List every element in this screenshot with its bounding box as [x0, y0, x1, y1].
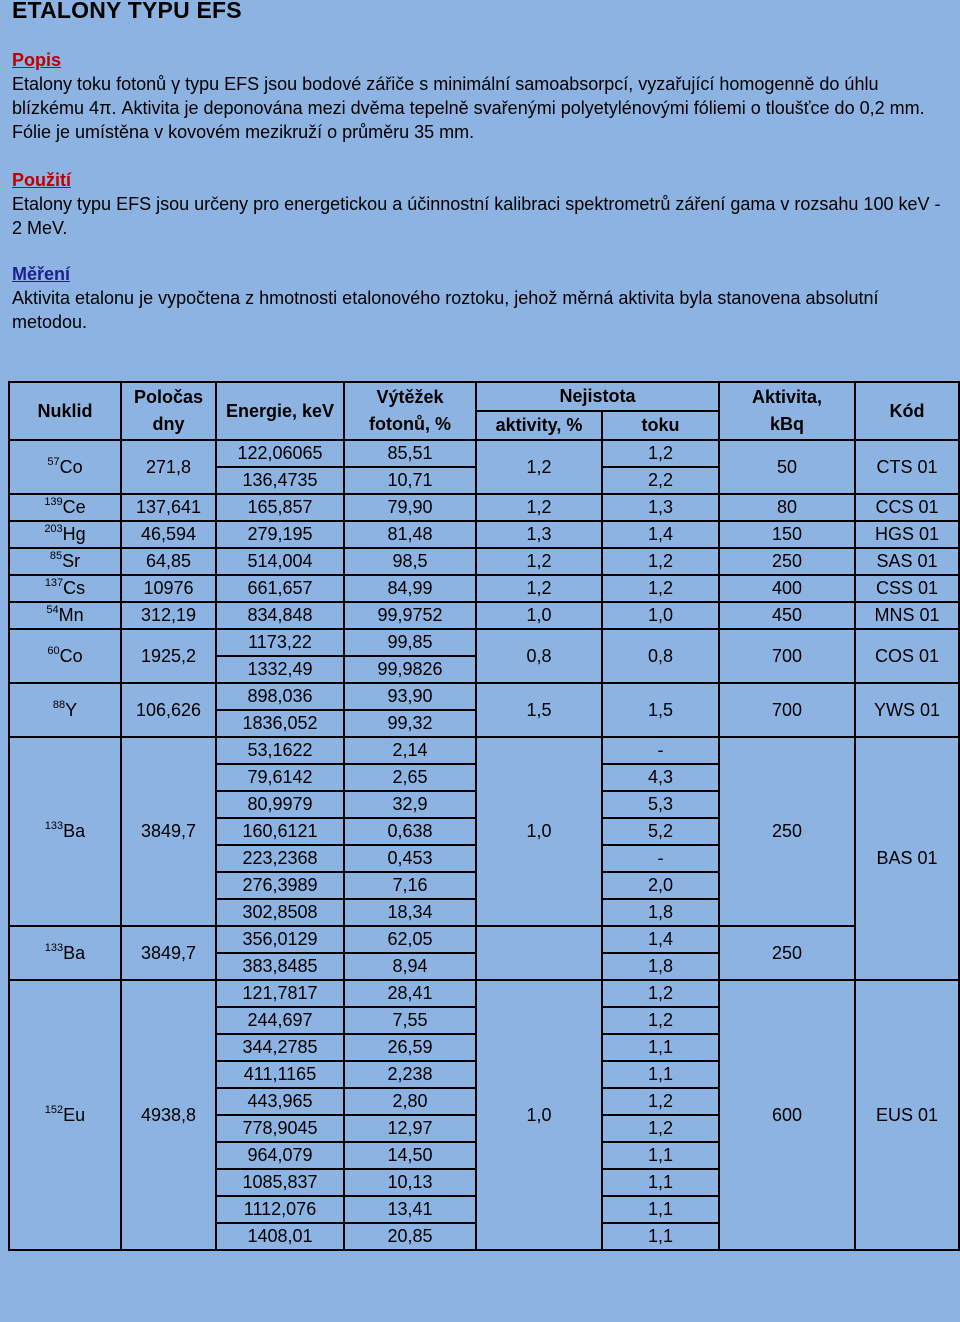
yield-cell: 28,41 — [344, 980, 476, 1007]
header-nejistota-aktivity: aktivity, % — [476, 411, 602, 440]
energy-cell: 276,3989 — [216, 872, 344, 899]
halflife-cell: 1925,2 — [121, 629, 216, 683]
flux-uncertainty-cell: 1,1 — [602, 1223, 719, 1250]
header-kod: Kód — [855, 382, 959, 440]
energy-cell: 80,9979 — [216, 791, 344, 818]
activity-cell: 80 — [719, 494, 855, 521]
activity-uncertainty-cell: 0,8 — [476, 629, 602, 683]
activity-cell: 150 — [719, 521, 855, 548]
element-symbol: Hg — [62, 524, 86, 544]
halflife-cell: 271,8 — [121, 440, 216, 494]
flux-uncertainty-cell: 1,5 — [602, 683, 719, 737]
yield-cell: 99,9752 — [344, 602, 476, 629]
table-row — [9, 548, 959, 575]
energy-cell: 279,195 — [216, 521, 344, 548]
flux-uncertainty-cell: 1,0 — [602, 602, 719, 629]
header-nejistota: Nejistota — [476, 382, 719, 411]
mass-number: 139 — [44, 496, 63, 508]
energy-cell: 661,657 — [216, 575, 344, 602]
section-text-popis: Etalony toku fotonů γ typu EFS jsou bodové zářiče s minimální samoabsorpcí, vyzařující homogenně do úhlu blízkému 4π. Aktivita je deponována mezi dvěma tepelně svařenými polyetylénovými fóliemi o tloušťce do 0,2 mm. Fólie je umístěna v kovovém mezikruží o průměru 35 mm. — [12, 74, 925, 142]
yield-cell: 99,85 — [344, 629, 476, 656]
mass-number: 152 — [44, 1103, 64, 1116]
energy-cell: 1085,837 — [216, 1169, 344, 1196]
mass-number: 85 — [49, 550, 63, 562]
yield-cell: 98,5 — [344, 548, 476, 575]
activity-uncertainty-cell: 1,0 — [476, 980, 602, 1250]
flux-uncertainty-cell: 1,2 — [602, 1007, 719, 1034]
activity-uncertainty-cell: 1,2 — [476, 575, 602, 602]
header-aktivita — [719, 382, 855, 440]
energy-cell: 1112,076 — [216, 1196, 344, 1223]
yield-cell: 0,453 — [344, 845, 476, 872]
nuclide-cell — [9, 548, 121, 575]
yield-cell: 2,65 — [344, 764, 476, 791]
element-symbol: Eu — [63, 1104, 86, 1125]
element-symbol: Sr — [62, 551, 81, 571]
halflife-cell: 3849,7 — [121, 737, 216, 926]
element-symbol: Co — [59, 456, 83, 477]
table-row — [9, 440, 959, 467]
code-cell: HGS 01 — [855, 521, 959, 548]
code-cell: SAS 01 — [855, 548, 959, 575]
halflife-cell: 46,594 — [121, 521, 216, 548]
section-popis — [12, 48, 952, 144]
activity-uncertainty-cell: 1,0 — [476, 602, 602, 629]
energy-cell: 778,9045 — [216, 1115, 344, 1142]
yield-cell: 32,9 — [344, 791, 476, 818]
flux-uncertainty-cell: 1,1 — [602, 1142, 719, 1169]
yield-cell: 79,90 — [344, 494, 476, 521]
yield-cell: 7,16 — [344, 872, 476, 899]
mass-number: 133 — [44, 820, 64, 832]
flux-uncertainty-cell: 1,2 — [602, 980, 719, 1007]
header-vytezek-label: Výtěžek — [376, 387, 444, 407]
nuclide-cell — [9, 575, 121, 602]
nuclide-cell — [9, 683, 121, 737]
energy-cell: 244,697 — [216, 1007, 344, 1034]
element-symbol: Y — [65, 699, 78, 720]
mass-number: 133 — [44, 941, 64, 954]
energy-cell: 1408,01 — [216, 1223, 344, 1250]
activity-cell: 600 — [719, 980, 855, 1250]
energy-cell: 122,06065 — [216, 440, 344, 467]
header-polocas — [121, 382, 216, 440]
activity-cell: 250 — [719, 737, 855, 926]
yield-cell: 2,80 — [344, 1088, 476, 1115]
yield-cell: 10,13 — [344, 1169, 476, 1196]
yield-cell: 13,41 — [344, 1196, 476, 1223]
nuclide-cell — [9, 737, 121, 926]
flux-uncertainty-cell: - — [602, 845, 719, 872]
nuclide-cell — [9, 521, 121, 548]
table-row — [9, 683, 959, 710]
flux-uncertainty-cell: 1,8 — [602, 953, 719, 980]
element-symbol: Ce — [62, 497, 86, 517]
yield-cell: 26,59 — [344, 1034, 476, 1061]
halflife-cell: 137,641 — [121, 494, 216, 521]
code-cell: COS 01 — [855, 629, 959, 683]
mass-number: 54 — [46, 604, 59, 616]
table-row — [9, 521, 959, 548]
code-cell: CTS 01 — [855, 440, 959, 494]
flux-uncertainty-cell: 1,1 — [602, 1061, 719, 1088]
section-heading-pouziti: Použití — [12, 170, 71, 190]
flux-uncertainty-cell: 1,4 — [602, 521, 719, 548]
energy-cell: 1173,22 — [216, 629, 344, 656]
section-text-pouziti: Etalony typu EFS jsou určeny pro energetickou a účinnostní kalibraci spektrometrů záření gama v rozsahu 100 keV - 2 MeV. — [12, 194, 941, 238]
flux-uncertainty-cell: - — [602, 737, 719, 764]
mass-number: 137 — [44, 577, 64, 589]
activity-cell: 700 — [719, 683, 855, 737]
yield-cell: 14,50 — [344, 1142, 476, 1169]
header-nejistota-toku: toku — [602, 411, 719, 440]
element-symbol: Ba — [63, 821, 86, 841]
halflife-cell: 64,85 — [121, 548, 216, 575]
table-row — [9, 602, 959, 629]
header-vytezek — [344, 382, 476, 440]
flux-uncertainty-cell: 5,3 — [602, 791, 719, 818]
code-cell: MNS 01 — [855, 602, 959, 629]
table-row — [9, 494, 959, 521]
nuclide-cell — [9, 602, 121, 629]
halflife-cell: 3849,7 — [121, 926, 216, 980]
yield-cell: 2,238 — [344, 1061, 476, 1088]
flux-uncertainty-cell: 1,4 — [602, 926, 719, 953]
energy-cell: 344,2785 — [216, 1034, 344, 1061]
header-polocas-unit: dny — [152, 414, 185, 434]
flux-uncertainty-cell: 0,8 — [602, 629, 719, 683]
section-pouziti — [12, 168, 952, 240]
flux-uncertainty-cell: 5,2 — [602, 818, 719, 845]
flux-uncertainty-cell: 1,2 — [602, 1115, 719, 1142]
activity-uncertainty-cell: 1,3 — [476, 521, 602, 548]
element-symbol: Ba — [63, 942, 86, 963]
energy-cell: 411,1165 — [216, 1061, 344, 1088]
code-cell: BAS 01 — [855, 737, 959, 980]
activity-cell: 450 — [719, 602, 855, 629]
halflife-cell: 10976 — [121, 575, 216, 602]
code-cell: YWS 01 — [855, 683, 959, 737]
nuclide-cell — [9, 980, 121, 1250]
mass-number: 60 — [47, 644, 60, 657]
flux-uncertainty-cell: 1,1 — [602, 1034, 719, 1061]
table-header-row — [9, 382, 959, 411]
activity-uncertainty-cell — [476, 926, 602, 980]
yield-cell: 81,48 — [344, 521, 476, 548]
energy-cell: 898,036 — [216, 683, 344, 710]
flux-uncertainty-cell: 1,1 — [602, 1169, 719, 1196]
energy-cell: 79,6142 — [216, 764, 344, 791]
flux-uncertainty-cell: 2,0 — [602, 872, 719, 899]
energy-cell: 1332,49 — [216, 656, 344, 683]
energy-cell: 302,8508 — [216, 899, 344, 926]
header-energie: Energie, keV — [216, 382, 344, 440]
energy-cell: 223,2368 — [216, 845, 344, 872]
yield-cell: 18,34 — [344, 899, 476, 926]
halflife-cell: 106,626 — [121, 683, 216, 737]
yield-cell: 2,14 — [344, 737, 476, 764]
flux-uncertainty-cell: 1,3 — [602, 494, 719, 521]
flux-uncertainty-cell: 1,1 — [602, 1196, 719, 1223]
header-vytezek-unit: fotonů, % — [369, 414, 451, 434]
yield-cell: 84,99 — [344, 575, 476, 602]
table-row — [9, 926, 959, 953]
mass-number: 203 — [44, 523, 63, 535]
element-symbol: Co — [59, 645, 83, 666]
yield-cell: 62,05 — [344, 926, 476, 953]
yield-cell: 7,55 — [344, 1007, 476, 1034]
nuclide-cell — [9, 440, 121, 494]
flux-uncertainty-cell: 1,8 — [602, 899, 719, 926]
activity-uncertainty-cell: 1,2 — [476, 494, 602, 521]
mass-number: 88 — [52, 698, 66, 711]
flux-uncertainty-cell: 1,2 — [602, 575, 719, 602]
energy-cell: 383,8485 — [216, 953, 344, 980]
energy-cell: 964,079 — [216, 1142, 344, 1169]
mass-number: 57 — [47, 455, 60, 468]
halflife-cell: 4938,8 — [121, 980, 216, 1250]
yield-cell: 85,51 — [344, 440, 476, 467]
energy-cell: 514,004 — [216, 548, 344, 575]
table-row — [9, 629, 959, 656]
flux-uncertainty-cell: 4,3 — [602, 764, 719, 791]
energy-cell: 160,6121 — [216, 818, 344, 845]
energy-cell: 121,7817 — [216, 980, 344, 1007]
yield-cell: 12,97 — [344, 1115, 476, 1142]
activity-cell: 250 — [719, 548, 855, 575]
element-symbol: Mn — [58, 605, 84, 625]
activity-uncertainty-cell: 1,2 — [476, 440, 602, 494]
header-polocas-label: Poločas — [133, 387, 204, 407]
code-cell: CSS 01 — [855, 575, 959, 602]
etalon-table — [8, 381, 960, 1251]
yield-cell: 99,32 — [344, 710, 476, 737]
halflife-cell: 312,19 — [121, 602, 216, 629]
code-cell: EUS 01 — [855, 980, 959, 1250]
activity-uncertainty-cell: 1,5 — [476, 683, 602, 737]
activity-uncertainty-cell: 1,2 — [476, 548, 602, 575]
section-heading-popis: Popis — [12, 50, 62, 70]
section-heading-mereni: Měření — [12, 264, 71, 284]
energy-cell: 136,4735 — [216, 467, 344, 494]
header-aktivita-label: Aktivita, — [751, 387, 823, 407]
flux-uncertainty-cell: 1,2 — [602, 1088, 719, 1115]
section-mereni — [12, 262, 952, 334]
activity-uncertainty-cell: 1,0 — [476, 737, 602, 926]
flux-uncertainty-cell: 1,2 — [602, 548, 719, 575]
header-nuklid: Nuklid — [9, 382, 121, 440]
table-row — [9, 980, 959, 1007]
yield-cell: 20,85 — [344, 1223, 476, 1250]
yield-cell: 8,94 — [344, 953, 476, 980]
nuclide-cell — [9, 629, 121, 683]
yield-cell: 10,71 — [344, 467, 476, 494]
code-cell: CCS 01 — [855, 494, 959, 521]
activity-cell: 250 — [719, 926, 855, 980]
energy-cell: 53,1622 — [216, 737, 344, 764]
table-row — [9, 737, 959, 764]
energy-cell: 1836,052 — [216, 710, 344, 737]
yield-cell: 99,9826 — [344, 656, 476, 683]
activity-cell: 700 — [719, 629, 855, 683]
nuclide-cell — [9, 494, 121, 521]
element-symbol: Cs — [63, 578, 86, 598]
yield-cell: 0,638 — [344, 818, 476, 845]
page-title: ETALONY TYPU EFS — [12, 0, 242, 23]
energy-cell: 834,848 — [216, 602, 344, 629]
energy-cell: 356,0129 — [216, 926, 344, 953]
nuclide-cell — [9, 926, 121, 980]
flux-uncertainty-cell: 2,2 — [602, 467, 719, 494]
energy-cell: 443,965 — [216, 1088, 344, 1115]
section-text-mereni: Aktivita etalonu je vypočtena z hmotnosti etalonového roztoku, jehož měrná aktivita byla stanovena absolutní metodou. — [12, 288, 879, 332]
flux-uncertainty-cell: 1,2 — [602, 440, 719, 467]
activity-cell: 400 — [719, 575, 855, 602]
activity-cell: 50 — [719, 440, 855, 494]
yield-cell: 93,90 — [344, 683, 476, 710]
table-row — [9, 575, 959, 602]
energy-cell: 165,857 — [216, 494, 344, 521]
table-body — [9, 440, 959, 1250]
header-aktivita-unit: kBq — [769, 414, 804, 434]
